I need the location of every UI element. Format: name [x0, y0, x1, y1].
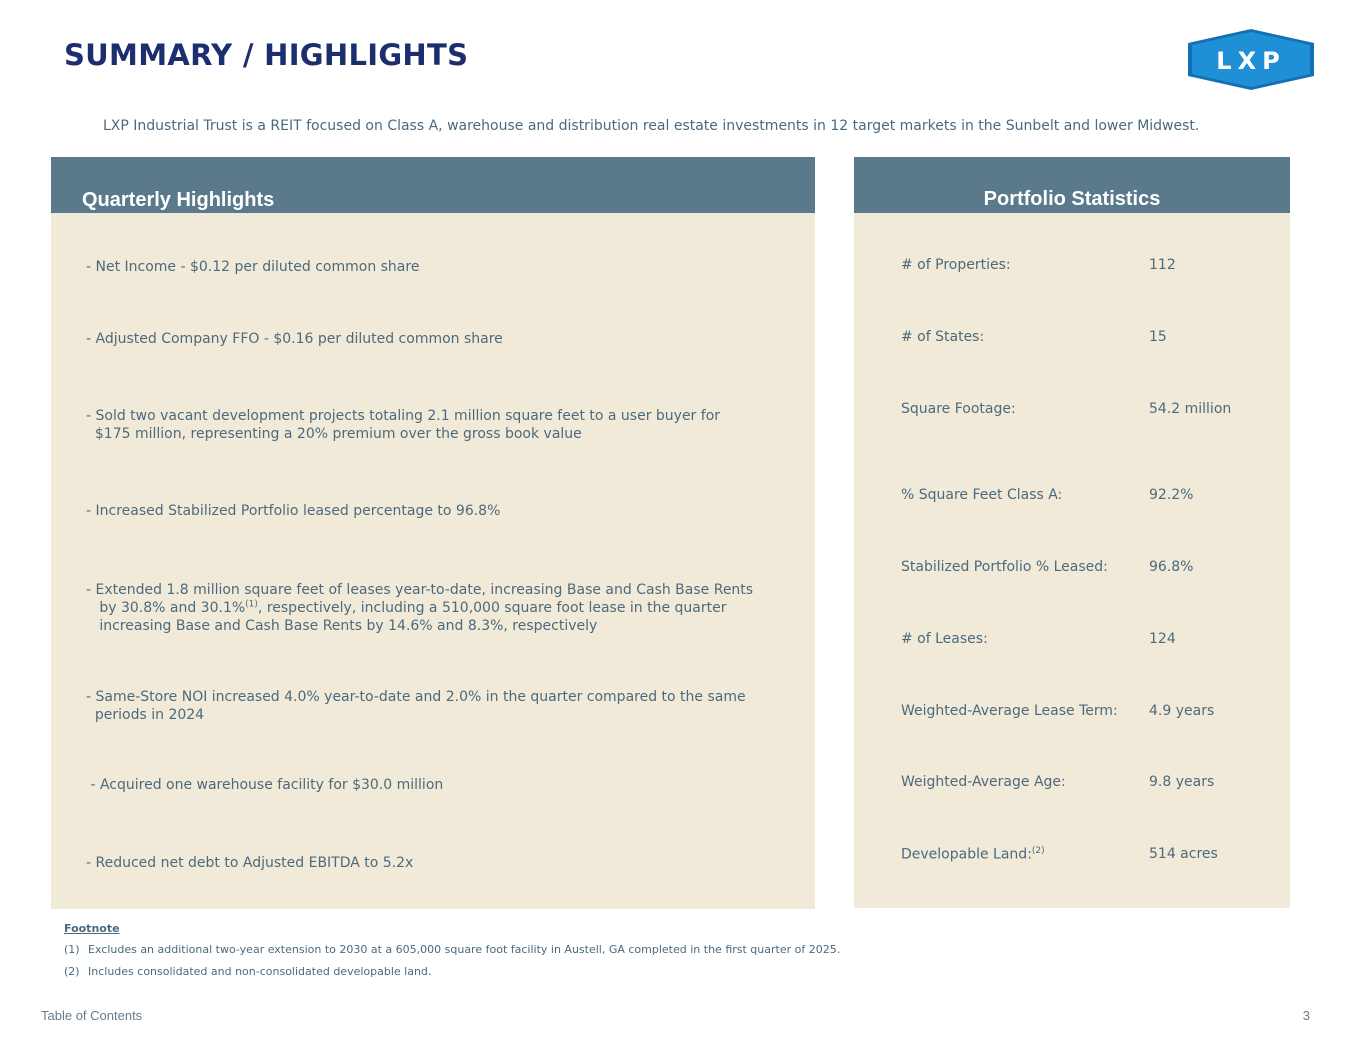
lxp-logo: [1188, 29, 1314, 90]
stat-label: # of States:: [901, 329, 985, 345]
highlight-item: - Extended 1.8 million square feet of leases year-to-date, increasing Base and Cash Base Rents by 30.8% and 30.1%$^{(1)}$, respectively, including a 510,000 square foot lease in the quarter increasing Base and Cash Base Rents by 14.6% and 8.3%, respectively: [86, 582, 754, 634]
highlight-item: - Reduced net debt to Adjusted EBITDA to 5.2x: [86, 855, 414, 871]
portfolio-statistics-heading: Portfolio Statistics: [983, 188, 1161, 210]
footnote-ref: (1): [245, 599, 258, 610]
highlight-item: - Increased Stabilized Portfolio leased percentage to 96.8%: [86, 503, 501, 519]
page-number: 3: [1302, 1008, 1310, 1023]
table-of-contents-link[interactable]: Table of Contents: [41, 1008, 143, 1023]
stat-label: # of Properties:: [901, 257, 1011, 273]
stat-value: 15: [1149, 329, 1167, 345]
stat-label: Square Footage:: [901, 401, 1016, 417]
page-title: SUMMARY / HIGHLIGHTS: [64, 38, 469, 72]
stat-label: Stabilized Portfolio % Leased:: [901, 559, 1108, 575]
stat-label: Weighted-Average Lease Term:: [901, 703, 1118, 719]
stat-value: 514 acres: [1149, 846, 1218, 862]
stat-label: # of Leases:: [901, 631, 988, 647]
stat-value: 96.8%: [1149, 559, 1194, 575]
quarterly-highlights-header: [51, 157, 815, 213]
highlight-item: - Adjusted Company FFO - $0.16 per diluted common share: [86, 331, 503, 347]
stat-value: 112: [1149, 257, 1176, 273]
highlight-item: - Sold two vacant development projects totaling 2.1 million square feet to a user buyer for $175 million, representing a 20% premium over the gross book value: [86, 408, 721, 442]
highlight-item: - Net Income - $0.12 per diluted common share: [86, 259, 420, 275]
stat-value: 9.8 years: [1149, 774, 1215, 790]
quarterly-highlights-heading: Quarterly Highlights: [82, 189, 275, 211]
stat-value: 92.2%: [1149, 487, 1194, 503]
portfolio-statistics-header: [854, 157, 1290, 213]
footnote-ref: (2): [1031, 846, 1045, 856]
intro-text: LXP Industrial Trust is a REIT focused on Class A, warehouse and distribution real estate investments in 12 target markets in the Sunbelt and lower Midwest.: [103, 118, 1200, 134]
stat-label: Weighted-Average Age:: [901, 774, 1066, 790]
footnote-item: (2) Includes consolidated and non-consolidated developable land.: [64, 965, 432, 978]
highlight-item: - Same-Store NOI increased 4.0% year-to-date and 2.0% in the quarter compared to the same periods in 2024: [86, 689, 746, 723]
footnote-item: (1) Excludes an additional two-year extension to 2030 at a 605,000 square foot facility in Austell, GA completed in the first quarter of 2025.: [64, 943, 841, 956]
stat-value: 124: [1149, 631, 1176, 647]
stat-value: 54.2 million: [1149, 401, 1232, 417]
stat-value: 4.9 years: [1149, 703, 1215, 719]
highlight-item: - Acquired one warehouse facility for $30.0 million: [86, 777, 444, 793]
stat-label: % Square Feet Class A:: [901, 487, 1063, 503]
logo-text: LXP: [1216, 47, 1286, 75]
footnote-title: Footnote: [64, 922, 120, 935]
stat-label: Developable Land:$^{(2)}$: [901, 846, 1045, 863]
